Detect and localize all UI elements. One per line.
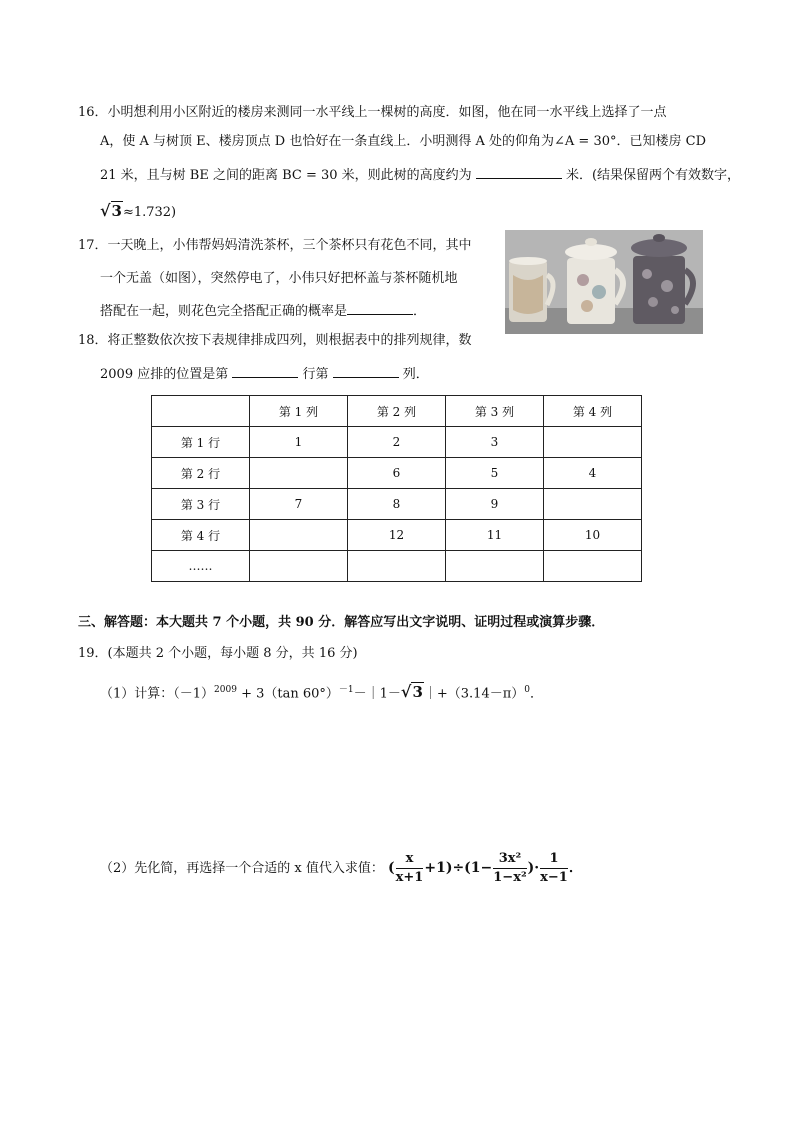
table-cell: 3	[446, 427, 544, 458]
table-header-cell: 第 4 列	[544, 396, 642, 427]
q19-part-2	[100, 848, 583, 889]
table-row	[152, 427, 642, 458]
q19-sqrt-3-value: 3	[412, 683, 423, 702]
table-cell	[348, 551, 446, 582]
q19-p2-end: ．	[568, 860, 583, 876]
q19-sqrt-3: √3	[400, 682, 423, 702]
table-cell	[544, 551, 642, 582]
table-cell	[250, 551, 348, 582]
tea-cups-illustration	[505, 230, 703, 334]
q19-p1-text-d: ｜+（3.14－π）	[423, 686, 525, 702]
q19-p2-frac-3	[540, 850, 568, 887]
q17-line-1: 17．一天晚上，小伟帮妈妈清洗茶杯，三个茶杯只有花色不同，其中	[78, 238, 472, 253]
table-cell: 5	[446, 458, 544, 489]
table-cell: 2	[348, 427, 446, 458]
table-row	[152, 520, 642, 551]
table-cell: 第 1 行	[152, 427, 250, 458]
q19-p2-plus-one: +1)÷(1−	[424, 860, 493, 876]
table-cell	[446, 551, 544, 582]
table-cell	[250, 520, 348, 551]
table-cell	[544, 489, 642, 520]
cup-no-lid	[509, 257, 553, 322]
cup-with-lid-3	[631, 234, 693, 324]
table-cell: 第 3 行	[152, 489, 250, 520]
q19-p1-exp-2009: 2009	[214, 685, 237, 695]
q16-line-1: 16．小明想利用小区附近的楼房来测同一水平线上一棵树的高度．如图，他在同一水平线上选择了一点	[78, 105, 667, 120]
number-arrangement-table	[151, 395, 642, 582]
table-header-cell: 第 2 列	[348, 396, 446, 427]
table-cell: 8	[348, 489, 446, 520]
q17-line-3-end: ．	[413, 304, 427, 319]
q17-line-3	[100, 300, 426, 322]
q16-answer-blank[interactable]	[476, 164, 562, 179]
tea-cups-photo	[505, 230, 703, 334]
q19-p1-text-b: + 3（tan 60°）	[236, 686, 339, 702]
table-cell	[250, 458, 348, 489]
table-cell: 4	[544, 458, 642, 489]
table-cell: 11	[446, 520, 544, 551]
section-3-heading: 三、解答题：本大题共 7 个小题，共 90 分．解答应写出文字说明、证明过程或演算步骤．	[78, 615, 605, 630]
q16-line-4	[100, 201, 176, 223]
q19-p2-frac-2	[493, 850, 526, 887]
q19-p2-open-paren: (	[388, 860, 395, 876]
q19-p1-text-a: （1）计算：（－1）	[100, 686, 215, 702]
q17-line-2: 一个无盖（如图），突然停电了，小伟只好把杯盖与茶杯随机地	[100, 271, 458, 286]
q18-line-2-end: 列．	[402, 367, 429, 382]
table-header-row	[152, 396, 642, 427]
q19-part-1	[100, 680, 543, 704]
q18-col-blank[interactable]	[333, 363, 399, 378]
frac-1-numerator: x	[396, 850, 424, 869]
table-row	[152, 489, 642, 520]
q19-p1-exp-neg1: －1	[338, 685, 354, 695]
q18-row-blank[interactable]	[232, 363, 298, 378]
q18-line-2-text: 2009 应排的位置是第	[100, 367, 229, 382]
q16-line-3	[100, 164, 740, 186]
q16-line-3-tail: 米．(结果保留两个有效数字，	[565, 168, 741, 183]
table-cell: 12	[348, 520, 446, 551]
frac-3-numerator: 1	[540, 850, 568, 869]
q19-p1-exp-0: 0	[524, 685, 530, 695]
table-cell: 第 4 行	[152, 520, 250, 551]
table-cell: ……	[152, 551, 250, 582]
q19-p1-text-e: ．	[530, 686, 544, 702]
table-cell: 6	[348, 458, 446, 489]
q16-approx: ≈1.732)	[122, 205, 177, 220]
q17-line-3-text: 搭配在一起，则花色完全搭配正确的概率是	[100, 304, 348, 319]
frac-2-denominator: 1−x²	[493, 870, 527, 885]
table-row	[152, 551, 642, 582]
q19-p1-text-c: －｜1－	[353, 686, 401, 702]
table-header-cell: 第 1 列	[250, 396, 348, 427]
table-cell: 9	[446, 489, 544, 520]
table-cell: 10	[544, 520, 642, 551]
frac-3-denominator: x−1	[540, 870, 568, 885]
q19-title: 19．(本题共 2 个小题，每小题 8 分，共 16 分)	[78, 646, 358, 661]
q18-line-2-mid: 行第	[302, 367, 329, 382]
table-cell: 1	[250, 427, 348, 458]
q19-p2-frac-1	[396, 850, 424, 887]
q19-p2-text: （2）先化简，再选择一个合适的 x 值代入求值：	[100, 861, 384, 876]
table-cell: 7	[250, 489, 348, 520]
q18-line-1: 18．将正整数依次按下表规律排成四列，则根据表中的排列规律，数	[78, 333, 472, 348]
frac-2-numerator: 3x²	[493, 850, 526, 869]
q16-line-2: A，使 A 与树顶 E、楼房顶点 D 也恰好在一条直线上．小明测得 A 处的仰角为∠A = 30°．已知楼房 CD	[100, 134, 706, 149]
q17-answer-blank[interactable]	[347, 300, 413, 315]
table-cell: 第 2 行	[152, 458, 250, 489]
q19-p2-dot: )·	[527, 860, 540, 876]
table-cell	[544, 427, 642, 458]
frac-1-denominator: x+1	[395, 870, 424, 885]
table-header-cell: 第 3 列	[446, 396, 544, 427]
sqrt-3-symbol: √3	[100, 201, 122, 220]
cup-with-lid-2	[565, 238, 623, 324]
table-row	[152, 458, 642, 489]
q16-line-3-text: 21 米，且与树 BE 之间的距离 BC = 30 米，则此树的高度约为	[100, 168, 472, 183]
table-header-cell	[152, 396, 250, 427]
sqrt-3-value: 3	[111, 202, 122, 220]
q18-line-2	[100, 363, 429, 385]
